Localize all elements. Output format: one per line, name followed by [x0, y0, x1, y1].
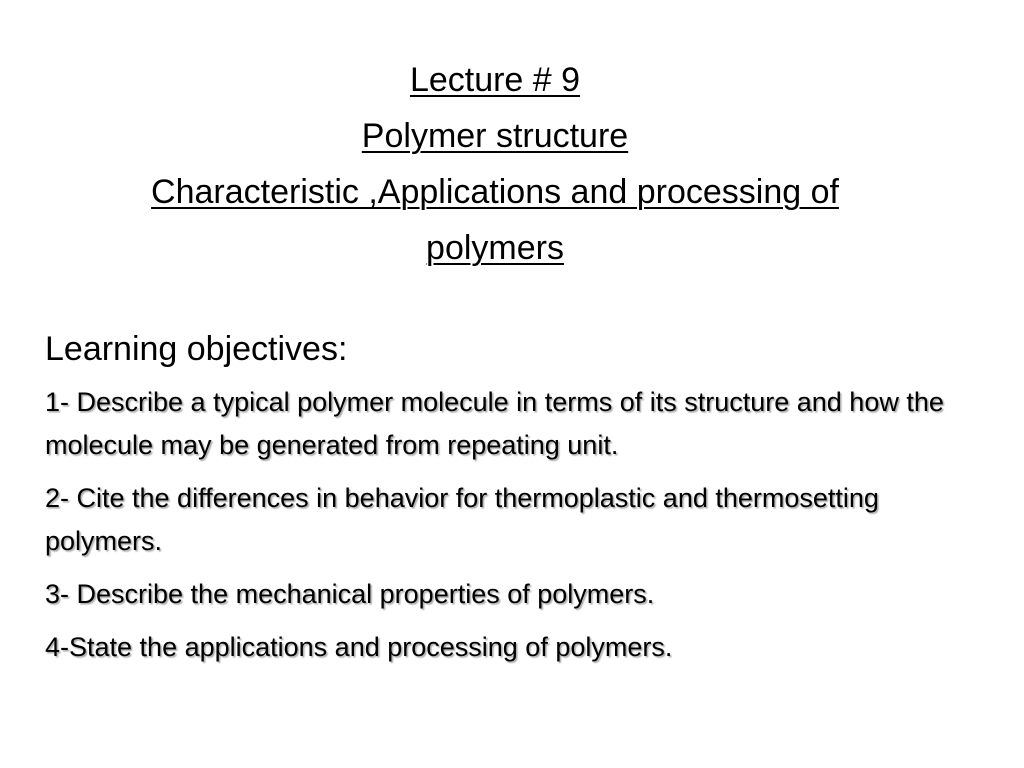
objective-item-3: 3- Describe the mechanical properties of polymers.: [45, 579, 655, 609]
title-line-subtopic-continued: polymers: [426, 229, 564, 267]
title-line-lecture: Lecture # 9: [409, 61, 581, 99]
objective-item-2: 2- Cite the differences in behavior for thermoplastic and thermosetting polymers.: [45, 483, 879, 556]
objective-item-4: 4-State the applications and processing of polymers.: [45, 632, 673, 662]
slide-body: [45, 325, 995, 679]
slide-title: [40, 52, 950, 276]
title-line-subtopic: Characteristic ,Applications and processing of: [151, 173, 839, 211]
objective-item-1: 1- Describe a typical polymer molecule in terms of its structure and how the molecule may be generated from repeating unit.: [45, 387, 944, 460]
learning-objectives-heading: Learning objectives:: [45, 330, 348, 368]
title-line-topic: Polymer structure: [361, 117, 629, 155]
